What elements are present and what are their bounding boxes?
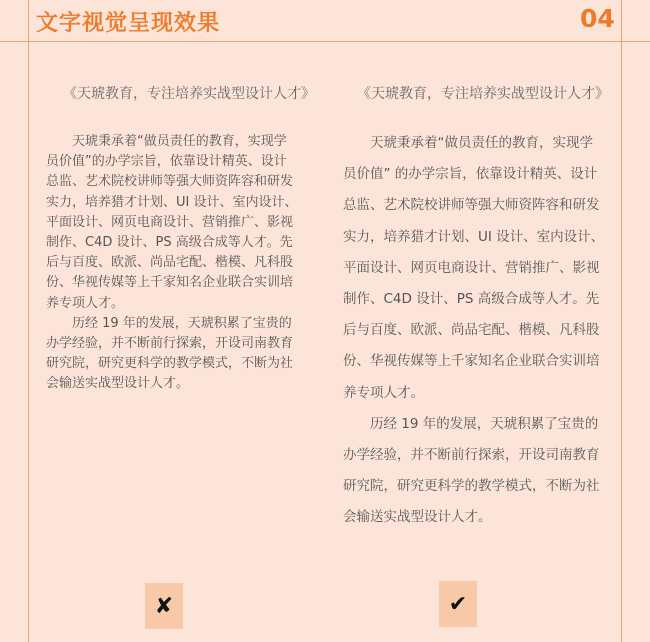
page-number: 04 — [580, 4, 615, 33]
body-line: 历经 19 年的发展，天琥积累了宝贵的 — [343, 415, 599, 432]
body-line: 养专项人才。 — [343, 384, 424, 401]
text-column-compact — [46, 83, 316, 395]
body-line: 天琥秉承着“做员责任的教育，实现学 — [46, 134, 287, 149]
body-line: 天琥秉承着“做员责任的教育，实现学 — [343, 135, 593, 151]
page-title: 文字视觉呈现效果 — [36, 10, 221, 36]
body-line: 研究院，研究更科学的教学模式，不断为社 — [343, 478, 600, 495]
check-icon — [439, 581, 477, 627]
cross-glyph: ✘ — [154, 593, 174, 619]
body-line: 办学经验，并不断前行探索，开设司南教育 — [46, 336, 294, 352]
text-column-spaced — [343, 83, 613, 534]
body-line: 平面设计、网页电商设计、营销推广、影视 — [343, 259, 600, 276]
cross-icon — [145, 583, 183, 629]
body-line: 平面设计、网页电商设计、营销推广、影视 — [46, 214, 294, 230]
body-line: 份、华视传媒等上千家知名企业联合实训培 — [343, 353, 600, 370]
body-line: 养专项人才。 — [46, 295, 125, 311]
right-border-line — [621, 0, 622, 642]
body-line: 办学经验，并不断前行探索，开设司南教育 — [343, 447, 600, 464]
body-line: 员价值”的办学宗旨，依靠设计精英、设计 — [46, 154, 287, 170]
body-line: 份、华视传媒等上千家知名企业联合实训培 — [46, 275, 294, 291]
check-glyph: ✔ — [448, 591, 468, 617]
body-line: 实力，培养猎才计划、UI 设计、室内设计、 — [343, 228, 605, 245]
body-line: 历经 19 年的发展，天琥积累了宝贵的 — [46, 315, 292, 331]
body-line: 会输送实战型设计人才。 — [46, 376, 190, 392]
body-line: 制作、C4D 设计、PS 高级合成等人才。先 — [46, 235, 293, 251]
header-rule — [0, 41, 650, 42]
left-border-line — [28, 0, 29, 642]
column-heading: 《天琥教育，专注培养实战型设计人才》 — [63, 86, 315, 102]
body-line: 会输送实战型设计人才。 — [343, 509, 492, 526]
body-line: 员价值” 的办学宗旨，依靠设计精英、设计 — [343, 166, 598, 183]
body-line: 总监、艺术院校讲师等强大师资阵容和研发 — [343, 197, 600, 214]
body-line: 制作、C4D 设计、PS 高级合成等人才。先 — [343, 291, 600, 308]
body-line: 研究院，研究更科学的教学模式，不断为社 — [46, 356, 294, 372]
body-line: 后与百度、欧派、尚品宅配、楷模、凡科股 — [46, 255, 294, 271]
body-line: 后与百度、欧派、尚品宅配、楷模、凡科股 — [343, 322, 600, 339]
body-line: 总监、艺术院校讲师等强大师资阵容和研发 — [46, 174, 294, 190]
body-line: 实力，培养猎才计划、UI 设计、室内设计、 — [46, 194, 298, 210]
column-heading: 《天琥教育，专注培养实战型设计人才》 — [357, 86, 609, 102]
